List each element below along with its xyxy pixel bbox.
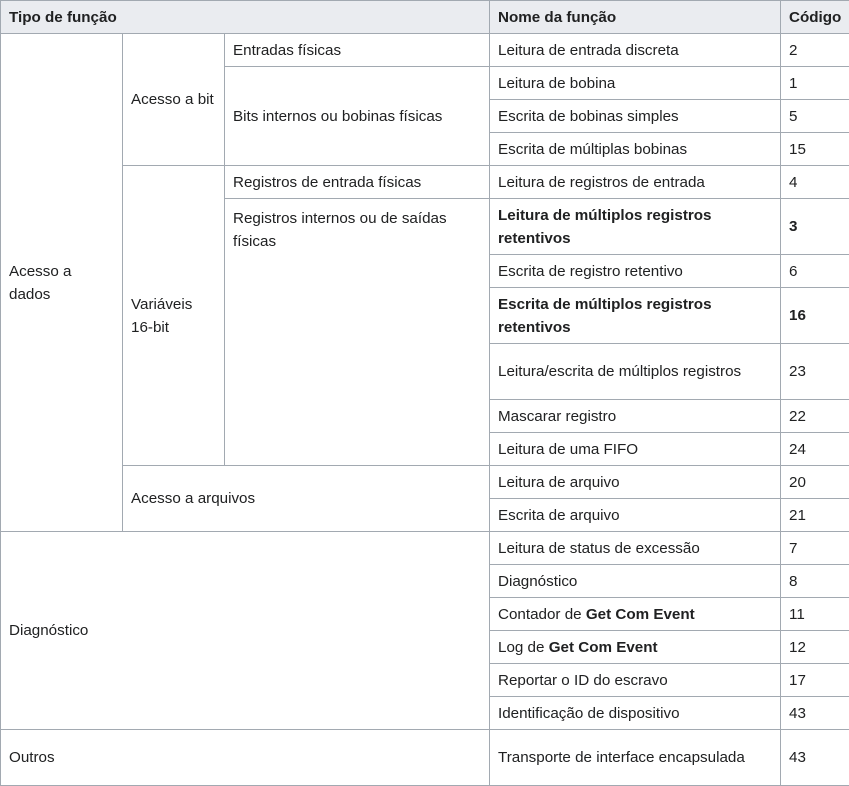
function-name: Leitura de uma FIFO (490, 433, 781, 466)
function-name: Escrita de arquivo (490, 499, 781, 532)
function-name: Leitura de entrada discreta (490, 34, 781, 67)
table-row (1, 34, 849, 67)
function-code: 17 (781, 664, 849, 697)
function-code: 8 (781, 565, 849, 598)
table-row (1, 166, 849, 199)
group-acesso-a-arquivos: Acesso a arquivos (123, 466, 490, 532)
function-name-bold: Get Com Event (549, 639, 658, 656)
header-codigo: Código (781, 1, 849, 34)
header-nome-da-funcao: Nome da função (490, 1, 781, 34)
function-code: 6 (781, 255, 849, 288)
function-name: Leitura de bobina (490, 67, 781, 100)
function-code: 16 (781, 288, 849, 344)
function-code: 20 (781, 466, 849, 499)
function-name: Escrita de múltiplos registros retentivos (490, 288, 781, 344)
function-name: Identificação de dispositivo (490, 697, 781, 730)
group-acesso-a-dados: Acesso a dados (1, 34, 123, 532)
function-name: Transporte de interface encapsulada (490, 730, 781, 786)
table-row (1, 730, 849, 786)
function-name-bold: Get Com Event (586, 606, 695, 623)
function-code: 4 (781, 166, 849, 199)
function-code: 23 (781, 344, 849, 400)
function-name: Leitura de arquivo (490, 466, 781, 499)
function-code: 15 (781, 133, 849, 166)
function-name (490, 598, 781, 631)
group-diagnostico: Diagnóstico (1, 532, 490, 730)
header-tipo-de-funcao: Tipo de função (1, 1, 490, 34)
function-name-prefix: Contador de (498, 606, 586, 623)
table-row (1, 466, 849, 499)
function-code: 2 (781, 34, 849, 67)
group-variaveis-16-bit: Variáveis 16-bit (123, 166, 225, 466)
function-code: 11 (781, 598, 849, 631)
function-name: Mascarar registro (490, 400, 781, 433)
function-name: Leitura de múltiplos registros retentivos (490, 199, 781, 255)
function-name: Escrita de bobinas simples (490, 100, 781, 133)
function-code: 43 (781, 730, 849, 786)
function-name: Escrita de múltiplas bobinas (490, 133, 781, 166)
function-code: 22 (781, 400, 849, 433)
function-name: Leitura de status de excessão (490, 532, 781, 565)
group-outros: Outros (1, 730, 490, 786)
group-acesso-a-bit: Acesso a bit (123, 34, 225, 166)
function-name: Escrita de registro retentivo (490, 255, 781, 288)
table-row (1, 532, 849, 565)
function-code: 43 (781, 697, 849, 730)
function-code: 12 (781, 631, 849, 664)
function-name: Reportar o ID do escravo (490, 664, 781, 697)
function-code: 24 (781, 433, 849, 466)
function-name (490, 631, 781, 664)
group-registros-internos: Registros internos ou de saídas físicas (225, 199, 490, 466)
function-name: Leitura/escrita de múltiplos registros (490, 344, 781, 400)
function-code: 5 (781, 100, 849, 133)
function-code: 3 (781, 199, 849, 255)
function-name: Leitura de registros de entrada (490, 166, 781, 199)
function-code: 7 (781, 532, 849, 565)
group-entradas-fisicas: Entradas físicas (225, 34, 490, 67)
table-header-row (1, 1, 849, 34)
function-name: Diagnóstico (490, 565, 781, 598)
group-registros-de-entrada: Registros de entrada físicas (225, 166, 490, 199)
function-code: 21 (781, 499, 849, 532)
function-name-prefix: Log de (498, 639, 549, 656)
group-bits-internos: Bits internos ou bobinas físicas (225, 67, 490, 166)
function-code: 1 (781, 67, 849, 100)
